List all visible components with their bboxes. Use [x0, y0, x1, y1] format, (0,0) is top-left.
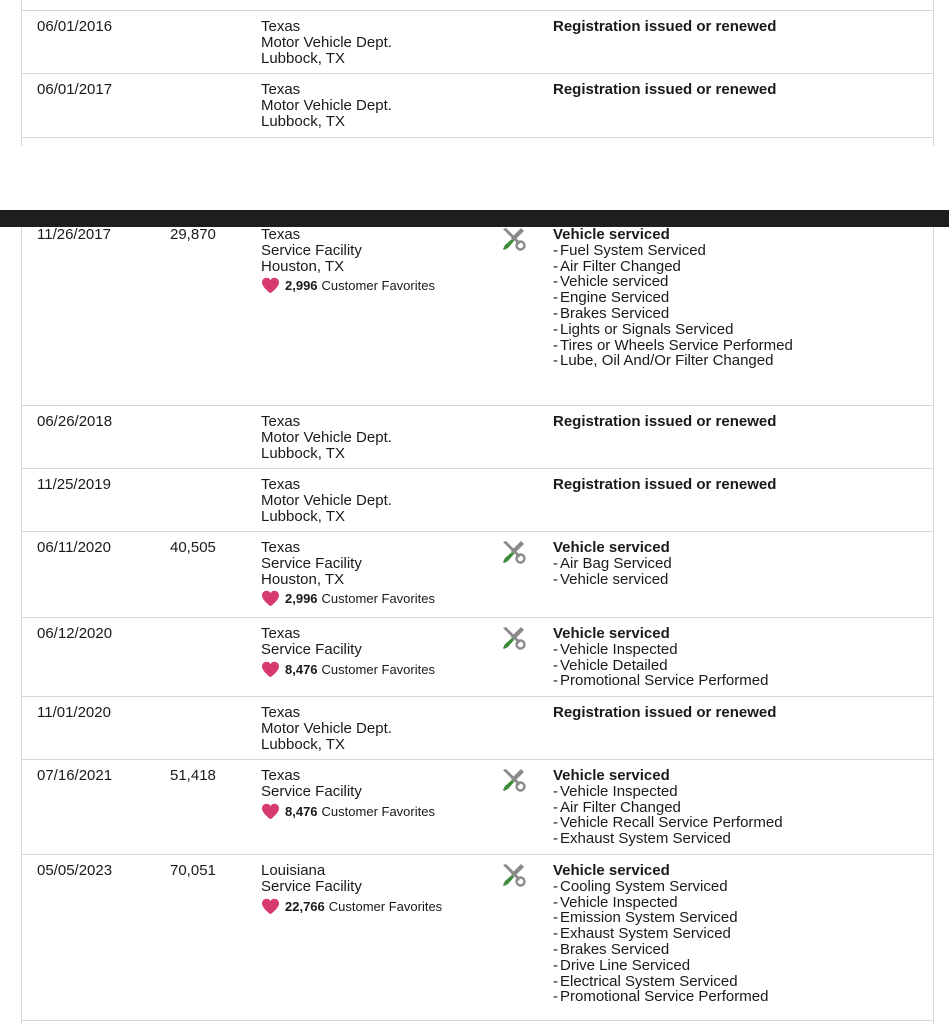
record-source: [261, 705, 392, 752]
detail-item: - Exhaust System Serviced: [553, 926, 768, 942]
wrench-screwdriver-icon: [500, 766, 526, 792]
history-table-bottom-fragment: [0, 227, 949, 1024]
detail-item: - Vehicle Recall Service Performed: [553, 815, 783, 831]
customer-favorites[interactable]: [261, 803, 435, 820]
record-date: 05/05/2023: [37, 862, 113, 879]
record-details: [553, 863, 768, 1005]
table-row: [22, 405, 933, 469]
table-row: [22, 227, 933, 405]
detail-heading: Registration issued or renewed: [553, 476, 777, 493]
record-details: [553, 768, 783, 847]
detail-item: - Promotional Service Performed: [553, 673, 768, 689]
record-odometer: 40,505: [170, 539, 216, 556]
detail-list: [553, 556, 672, 588]
detail-list: [553, 642, 768, 689]
detail-item: - Vehicle serviced: [553, 274, 793, 290]
record-details: [553, 414, 776, 430]
wrench-screwdriver-icon: [500, 624, 526, 650]
history-table-top-fragment: [0, 0, 949, 146]
source-line: Motor Vehicle Dept.: [261, 428, 392, 446]
favorites-label: Customer Favorites: [321, 591, 435, 607]
record-odometer: 51,418: [170, 767, 216, 784]
customer-favorites[interactable]: [261, 661, 435, 678]
heart-icon: [261, 661, 285, 678]
table-row: [22, 468, 933, 532]
record-date: 07/16/2021: [37, 767, 113, 784]
record-details: [553, 227, 793, 369]
record-date: 11/01/2020: [37, 704, 111, 721]
detail-item: - Cooling System Serviced: [553, 879, 768, 895]
record-date: 06/01/2017: [37, 81, 113, 98]
record-date: 06/26/2018: [37, 413, 113, 430]
detail-heading: Vehicle serviced: [553, 625, 670, 642]
detail-list: [553, 784, 783, 847]
heart-icon: [261, 277, 285, 294]
detail-heading: Vehicle serviced: [553, 767, 670, 784]
record-details: [553, 477, 776, 493]
detail-item: - Air Filter Changed: [553, 259, 793, 275]
detail-item: - Brakes Serviced: [553, 942, 768, 958]
source-line: Service Facility: [261, 241, 362, 259]
table-row: [22, 854, 933, 1021]
detail-item: - Vehicle Inspected: [553, 895, 768, 911]
wrench-screwdriver-icon: [500, 538, 526, 564]
detail-heading: Registration issued or renewed: [553, 18, 777, 35]
table-row: [22, 759, 933, 855]
detail-item: - Brakes Serviced: [553, 306, 793, 322]
source-line: Motor Vehicle Dept.: [261, 96, 392, 114]
source-line: Texas: [261, 539, 301, 556]
source-line: Texas: [261, 704, 301, 721]
source-line: Service Facility: [261, 640, 362, 658]
source-line: Lubbock, TX: [261, 49, 345, 67]
source-line: Lubbock, TX: [261, 507, 345, 525]
source-line: Lubbock, TX: [261, 112, 345, 130]
favorites-count: 8,476: [285, 661, 318, 677]
detail-item: - Vehicle Detailed: [553, 658, 768, 674]
detail-item: - Air Bag Serviced: [553, 556, 672, 572]
record-details: [553, 82, 776, 98]
source-line: Motor Vehicle Dept.: [261, 719, 392, 737]
detail-item: - Engine Serviced: [553, 290, 793, 306]
favorites-label: Customer Favorites: [321, 278, 435, 294]
source-line: Service Facility: [261, 554, 362, 572]
heart-icon: [261, 803, 285, 820]
heart-icon: [261, 590, 285, 607]
record-source: [261, 863, 442, 915]
detail-item: - Vehicle Inspected: [553, 784, 783, 800]
record-source: [261, 768, 435, 820]
detail-heading: Registration issued or renewed: [553, 704, 777, 721]
detail-heading: Vehicle serviced: [553, 227, 670, 243]
detail-heading: Vehicle serviced: [553, 862, 670, 879]
record-source: [261, 82, 392, 129]
source-line: Texas: [261, 625, 301, 642]
customer-favorites[interactable]: [261, 277, 435, 294]
record-source: [261, 227, 435, 294]
record-source: [261, 540, 435, 607]
detail-item: - Drive Line Serviced: [553, 958, 768, 974]
record-odometer: 29,870: [170, 227, 216, 243]
record-date: 06/11/2020: [37, 539, 111, 556]
favorites-label: Customer Favorites: [321, 661, 435, 677]
detail-item: - Emission System Serviced: [553, 910, 768, 926]
source-line: Texas: [261, 81, 301, 98]
table-row-divider: [22, 137, 933, 146]
detail-item: - Tires or Wheels Service Performed: [553, 338, 793, 354]
source-line: Louisiana: [261, 862, 326, 879]
heart-icon: [261, 898, 285, 915]
detail-heading: Registration issued or renewed: [553, 413, 777, 430]
source-line: Texas: [261, 227, 301, 243]
record-source: [261, 626, 435, 678]
source-line: Texas: [261, 767, 301, 784]
wrench-screwdriver-icon: [500, 861, 526, 887]
wrench-screwdriver-icon: [500, 227, 526, 251]
record-source: [261, 477, 392, 524]
next-row-edge: [21, 1020, 934, 1024]
detail-heading: Registration issued or renewed: [553, 81, 777, 98]
record-details: [553, 626, 768, 689]
source-line: Houston, TX: [261, 570, 345, 588]
table-row: [22, 617, 933, 697]
record-date: 06/12/2020: [37, 625, 113, 642]
source-line: Lubbock, TX: [261, 735, 345, 753]
table-row: [22, 10, 933, 74]
record-date: 11/26/2017: [37, 227, 111, 243]
favorites-label: Customer Favorites: [321, 803, 435, 819]
source-line: Houston, TX: [261, 257, 345, 275]
record-odometer: 70,051: [170, 862, 216, 879]
detail-heading: Vehicle serviced: [553, 539, 670, 556]
screenshot-separator: [0, 210, 949, 227]
favorites-count: 22,766: [285, 898, 325, 914]
source-line: Lubbock, TX: [261, 444, 345, 462]
detail-list: [553, 879, 768, 1005]
detail-item: - Air Filter Changed: [553, 800, 783, 816]
customer-favorites[interactable]: [261, 898, 442, 915]
history-table-panel: [21, 227, 934, 1024]
detail-item: - Lights or Signals Serviced: [553, 322, 793, 338]
record-date: 11/25/2019: [37, 476, 111, 493]
source-line: Texas: [261, 18, 301, 35]
detail-item: - Lube, Oil And/Or Filter Changed: [553, 353, 793, 369]
detail-item: - Electrical System Serviced: [553, 974, 768, 990]
source-line: Service Facility: [261, 782, 362, 800]
detail-item: - Exhaust System Serviced: [553, 831, 783, 847]
source-line: Service Facility: [261, 877, 362, 895]
record-details: [553, 19, 776, 35]
favorites-count: 8,476: [285, 803, 318, 819]
favorites-count: 2,996: [285, 591, 318, 607]
detail-item: - Promotional Service Performed: [553, 989, 768, 1005]
favorites-count: 2,996: [285, 278, 318, 294]
record-source: [261, 414, 392, 461]
customer-favorites[interactable]: [261, 590, 435, 607]
history-table-panel: [21, 0, 934, 146]
table-row: [22, 73, 933, 138]
detail-item: - Vehicle Inspected: [553, 642, 768, 658]
source-line: Motor Vehicle Dept.: [261, 33, 392, 51]
table-row: [22, 531, 933, 618]
detail-list: [553, 243, 793, 369]
favorites-label: Customer Favorites: [328, 898, 443, 914]
record-source: [261, 19, 392, 66]
source-line: Texas: [261, 476, 301, 493]
record-details: [553, 705, 776, 721]
source-line: Motor Vehicle Dept.: [261, 491, 392, 509]
record-date: 06/01/2016: [37, 18, 113, 35]
record-details: [553, 540, 672, 587]
detail-item: - Fuel System Serviced: [553, 243, 793, 259]
table-row: [22, 696, 933, 760]
source-line: Texas: [261, 413, 301, 430]
detail-item: - Vehicle serviced: [553, 572, 672, 588]
